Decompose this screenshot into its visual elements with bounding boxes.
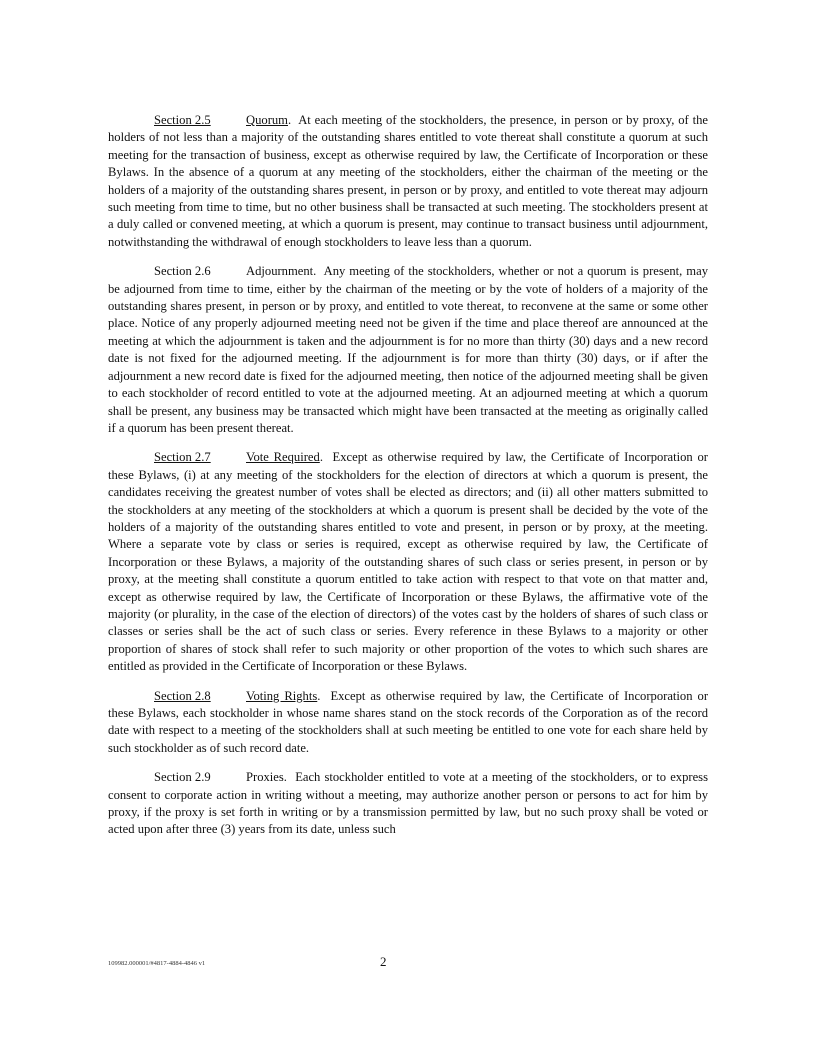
section-number: Section 2.8 bbox=[154, 688, 211, 703]
section-number: Section 2.7 bbox=[154, 450, 211, 465]
section-text: Any meeting of the stockholders, whether or not a quorum is present, may be adjourned from time to time, either by the chairman of the meeting or by the vote of holders of a majority of the outstanding shares present, in person or by proxy, and entitled to vote thereat, to reconvene at the same or some other place. Notice of any properly adjourned meeting need not be given if the time and place thereof are announced at the meeting at which the adjournment is taken and the adjournment is for no more than thirty (30) days and a new record date is not fixed for the adjourned meeting. If the adjournment is for more than thirty (30) days, or if after the adjournment a new record date is fixed for the adjourned meeting, then notice of the adjourned meeting shall be given to each stockholder of record entitled to vote at the adjourned meeting. At an adjourned meeting at which a quorum shall be present, any business may be transacted which might have been transacted at the meeting as originally called if a quorum has been present thereat. bbox=[108, 264, 708, 435]
document-body bbox=[108, 112, 708, 851]
section-number: Section 2.6 bbox=[154, 264, 211, 279]
section-text: Except as otherwise required by law, the Certificate of Incorporation or these Bylaws, (i) at any meeting of the stockholders for the election of directors at which a quorum is present, the candidates receiving the greatest number of votes shall be elected as directors; and (ii) all other matters submitted to the stockholders at any meeting of the stockholders at which a quorum is present shall be decided by the vote of the holders of a majority of the outstanding shares entitled to vote and present, in person or by proxy, at the meeting. Where a separate vote by class or series is required, except as otherwise required by law, the Certificate of Incorporation or these Bylaws, a majority of the outstanding shares of such class or series present, in person or by proxy, at the meeting shall constitute a quorum entitled to take action with respect to that vote on that matter and, except as otherwise required by law, the Certificate of Incorporation or these Bylaws, the affirmative vote of the majority (or plurality, in the case of the election of directors) of the votes cast by the holders of shares of such class or classes or series shall be the act of such class or series. Every reference in these Bylaws to a majority or other proportion of shares of stock shall refer to such majority or other proportion of the votes to which such shares are entitled as provided in the Certificate of Incorporation or these Bylaws. bbox=[108, 450, 708, 674]
section-title: Quorum bbox=[246, 113, 288, 127]
section-text: Each stockholder entitled to vote at a meeting of the stockholders, or to express consent to corporate action in writing without a meeting, may authorize another person or persons to act for him by proxy, if the proxy is set forth in writing or by a transmission permitted by law, but no such proxy shall be voted or acted upon after three (3) years from its date, unless such bbox=[108, 770, 708, 837]
section-title: Proxies bbox=[246, 770, 284, 785]
section-2-8: Section 2.8 Voting Rights. Except as otherwise required by law, the Certificate of Incorporation or these Bylaws, each stockholder in whose name shares stand on the stock records of the Corporation as of the record date with respect to a meeting of the stockholders shall at such meeting be entitled to one vote for each share held by such stockholder as of such record date. bbox=[108, 688, 709, 755]
section-number: Section 2.9 bbox=[154, 770, 211, 785]
section-text: At each meeting of the stockholders, the presence, in person or by proxy, of the holders of not less than a majority of the outstanding shares entitled to vote thereat shall constitute a quorum at such meeting for the transaction of business, except as otherwise required by law, the Certificate of Incorporation or these Bylaws. In the absence of a quorum at any meeting of the stockholders, either the chairman of the meeting or the holders of a majority of the outstanding shares present, in person or by proxy, and entitled to vote thereat may adjourn such meeting from time to time, but no other business shall be transacted at such meeting. The stockholders present at a duly called or convened meeting, at which a quorum is present, may continue to transact business until adjournment, notwithstanding the withdrawal of enough stockholders to leave less than a quorum. bbox=[108, 113, 708, 249]
section-2-9: Section 2.9 Proxies. Each stockholder entitled to vote at a meeting of the stockholders, or to express consent to corporate action in writing without a meeting, may authorize another person or persons to act for him by proxy, if the proxy is set forth in writing or by a transmission permitted by law, but no such proxy shall be voted or acted upon after three (3) years from its date, unless such bbox=[108, 770, 708, 837]
section-2-6: Section 2.6 Adjournment. Any meeting of the stockholders, whether or not a quorum is present, may be adjourned from time to time, either by the chairman of the meeting or by the vote of holders of a majority of the outstanding shares present, in person or by proxy, and entitled to vote thereat, to reconvene at the same or some other place. Notice of any properly adjourned meeting need not be given if the time and place thereof are announced at the meeting at which the adjournment is taken and the adjournment is for no more than thirty (30) days and a new record date is not fixed for the adjourned meeting. If the adjournment is for more than thirty (30) days, or if after the adjournment a new record date is fixed for the adjourned meeting, then notice of the adjourned meeting shall be given to each stockholder of record entitled to vote at the adjourned meeting. At an adjourned meeting at which a quorum shall be present, any business may be transacted which might have been transacted at the meeting as originally called if a quorum has been present thereat. bbox=[108, 264, 708, 435]
document-id: 109982.000001/#4817-4884-4846 v1 bbox=[108, 960, 206, 967]
section-title: Adjournment bbox=[246, 264, 314, 279]
section-2-5: Section 2.5 Quorum. At each meeting of the stockholders, the presence, in person or by proxy, of the holders of not less than a majority of the outstanding shares entitled to vote thereat shall constitute a quorum at such meeting for the transaction of business, except as otherwise required by law, the Certificate of Incorporation or these Bylaws. In the absence of a quorum at any meeting of the stockholders, either the chairman of the meeting or the holders of a majority of the outstanding shares present, in person or by proxy, and entitled to vote thereat may adjourn such meeting from time to time, but no other business shall be transacted at such meeting. The stockholders present at a duly called or convened meeting, at which a quorum is present, may continue to transact business until adjournment, notwithstanding the withdrawal of enough stockholders to leave less than a quorum. bbox=[108, 113, 708, 249]
page-number: 2 bbox=[380, 954, 387, 969]
section-title: Voting Rights bbox=[246, 688, 318, 703]
section-title: Vote Required bbox=[246, 450, 320, 465]
section-2-7: Section 2.7 Vote Required. Except as otherwise required by law, the Certificate of Incorporation or these Bylaws, (i) at any meeting of the stockholders for the election of directors at which a quorum is present, the candidates receiving the greatest number of votes shall be elected as directors; and (ii) all other matters submitted to the stockholders at any meeting of the stockholders at which a quorum is present shall be decided by the vote of the holders of a majority of the outstanding shares entitled to vote and present, in person or by proxy, at the meeting. Where a separate vote by class or series is required, except as otherwise required by law, the Certificate of Incorporation or these Bylaws, a majority of the outstanding shares of such class or series present, in person or by proxy, at the meeting shall constitute a quorum entitled to take action with respect to that vote on that matter and, except as otherwise required by law, the Certificate of Incorporation or these Bylaws, the affirmative vote of the majority (or plurality, in the case of the election of directors) of the votes cast by the holders of shares of such class or classes or series shall be the act of such class or series. Every reference in these Bylaws to a majority or other proportion of shares of stock shall refer to such majority or other proportion of the votes to which such shares are entitled as provided in the Certificate of Incorporation or these Bylaws. bbox=[108, 450, 708, 674]
section-text: Except as otherwise required by law, the Certificate of Incorporation or these Bylaws, each stockholder in whose name shares stand on the stock records of the Corporation as of the record date with respect to a meeting of the stockholders shall at such meeting be entitled to one vote for each share held by such stockholder as of such record date. bbox=[108, 688, 709, 755]
section-number: Section 2.5 bbox=[154, 113, 211, 127]
